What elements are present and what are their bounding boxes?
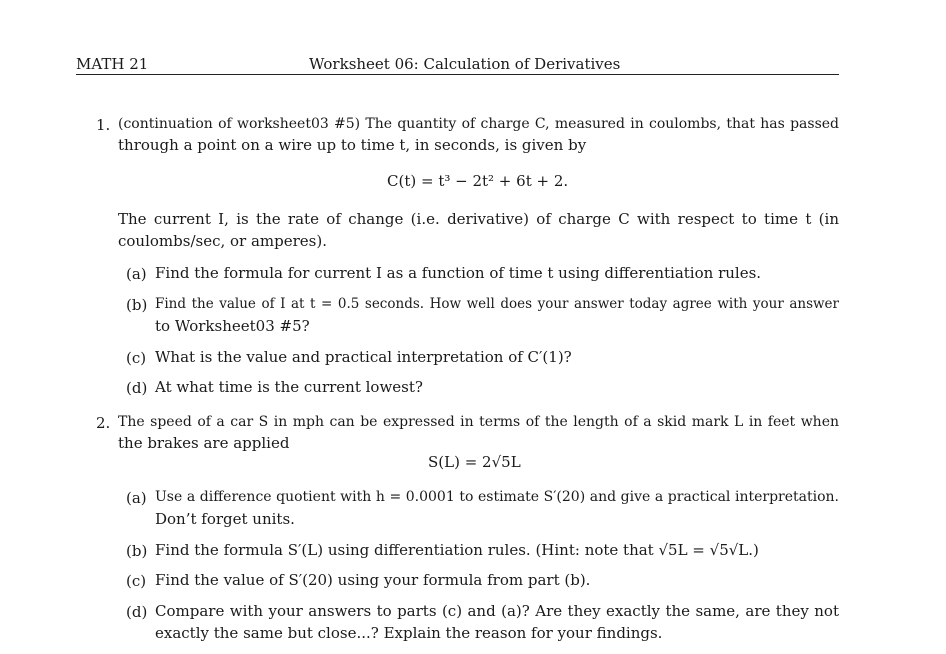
problem-2-intro-line1: The speed of a car S in mph can be expressed in terms of the length of a skid mark L in feet when <box>118 414 839 430</box>
problem-2-part-d-label: (d) <box>126 603 148 621</box>
problem-1-part-d-label: (d) <box>126 379 148 397</box>
problem-1-part-c-label: (c) <box>126 349 147 367</box>
problem-2-part-a-label: (a) <box>126 489 147 507</box>
problem-1-para-line2: coulombs/sec, or amperes). <box>118 232 327 250</box>
problem-2-part-d-line2: exactly the same but close...? Explain the reason for your findings. <box>155 624 663 642</box>
problem-1-part-a-text: Find the formula for current I as a function of time t using differentiation rules. <box>155 264 762 282</box>
problem-2-part-b-text: Find the formula S′(L) using differentiation rules. (Hint: note that √5L = √5√L.) <box>155 541 759 559</box>
problem-2-equation: S(L) = 2√5L <box>428 453 521 471</box>
problem-2-part-c-label: (c) <box>126 572 147 590</box>
problem-1-part-b-label: (b) <box>126 296 148 314</box>
problem-1-part-b-line2: to Worksheet03 #5? <box>155 317 310 335</box>
problem-1-part-b-line1: Find the value of I at t = 0.5 seconds. How well does your answer today agree with your answer <box>155 296 839 312</box>
problem-1-part-a-label: (a) <box>126 265 147 283</box>
problem-2-intro-line2: the brakes are applied <box>118 434 290 452</box>
problem-1-intro-line1: (continuation of worksheet03 #5) The quantity of charge C, measured in coulombs, that has passed <box>118 116 839 132</box>
problem-1-number: 1. <box>96 116 111 134</box>
problem-2-part-c-text: Find the value of S′(20) using your formula from part (b). <box>155 571 591 589</box>
problem-2-part-b-label: (b) <box>126 542 148 560</box>
problem-1-para-line1: The current I, is the rate of change (i.e. derivative) of charge C with respect to time t (in <box>118 210 839 228</box>
problem-1-part-d-text: At what time is the current lowest? <box>155 378 423 396</box>
problem-1-intro-line2: through a point on a wire up to time t, in seconds, is given by <box>118 136 587 154</box>
problem-1-equation: C(t) = t³ − 2t² + 6t + 2. <box>387 172 569 190</box>
problem-1-part-c-text: What is the value and practical interpretation of C′(1)? <box>155 348 572 366</box>
worksheet-title: Worksheet 06: Calculation of Derivatives <box>309 55 621 73</box>
problem-2-part-d-line1: Compare with your answers to parts (c) and (a)? Are they exactly the same, are they not <box>155 602 839 620</box>
course-code: MATH 21 <box>76 55 149 73</box>
header-rule <box>76 74 839 75</box>
problem-2-number: 2. <box>96 414 111 432</box>
problem-2-part-a-line1: Use a difference quotient with h = 0.0001 to estimate S′(20) and give a practical interpretation. <box>155 489 839 505</box>
problem-2-part-a-line2: Don’t forget units. <box>155 510 295 528</box>
page-header <box>76 54 839 76</box>
